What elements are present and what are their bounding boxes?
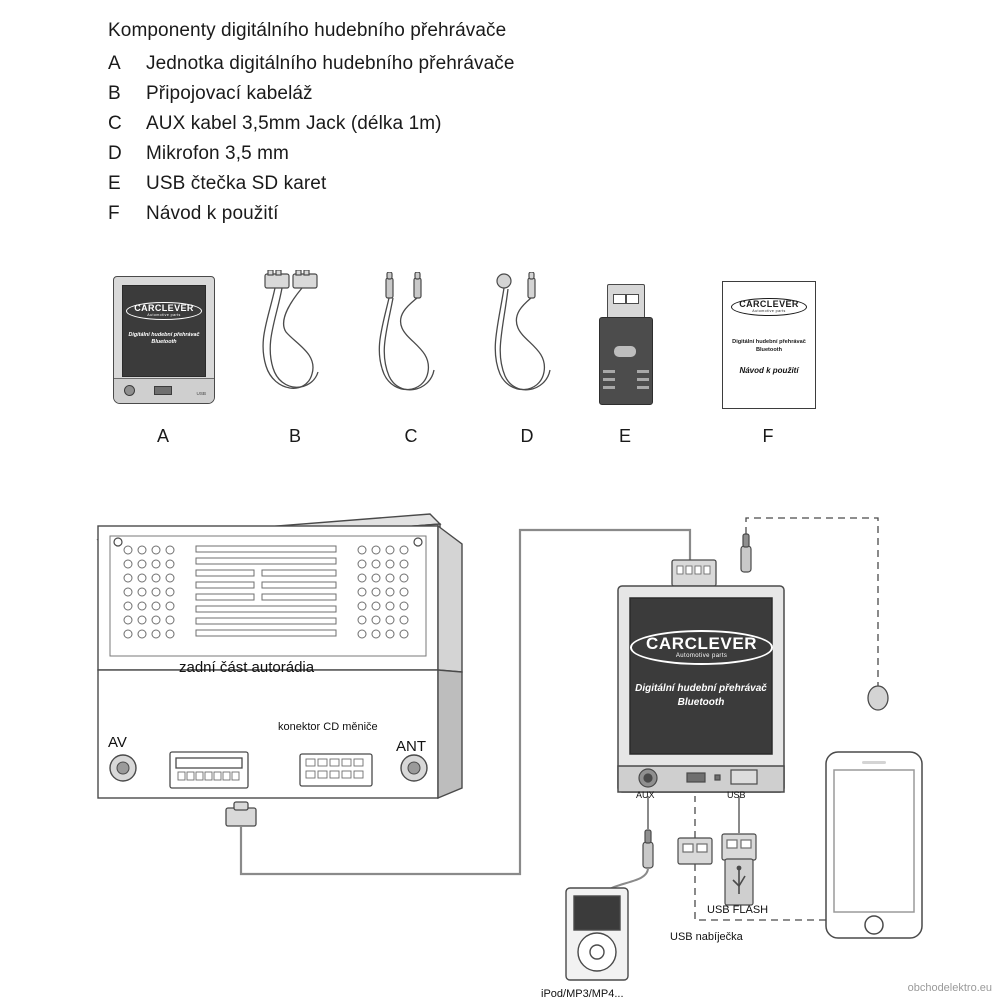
legend-key: D	[108, 143, 122, 164]
carclever-logo	[723, 298, 815, 317]
unit-front-panel	[122, 285, 206, 377]
usb-port-label: USB	[196, 391, 206, 396]
legend-label: USB čtečka SD karet	[146, 173, 327, 194]
legend-key: B	[108, 83, 121, 104]
usb-port-label: USB	[727, 790, 746, 800]
manual-caption-line1: Digitální hudební přehrávač	[732, 339, 806, 345]
watermark: obchodelektro.eu	[907, 982, 992, 994]
component-legend	[108, 18, 748, 229]
legend-label: Mikrofon 3,5 mm	[146, 143, 289, 164]
manual-title: Návod k použití	[739, 366, 799, 375]
unit-caption	[630, 682, 772, 710]
unit-logo-block	[630, 630, 772, 665]
part-d-microphone	[484, 272, 574, 412]
part-e-usb-sd-reader	[597, 284, 653, 404]
part-label-a: A	[156, 426, 169, 446]
unit-bottom-bar	[114, 378, 214, 403]
legend-key: F	[108, 203, 120, 224]
legend-label: AUX kabel 3,5mm Jack (délka 1m)	[146, 113, 442, 134]
unit-caption-line1: Digitální hudební přehrávač	[128, 332, 200, 338]
legend-key: E	[108, 173, 121, 194]
reader-body	[599, 317, 653, 405]
legend-item-f	[108, 199, 748, 229]
usb-charger-label: USB nabíječka	[670, 931, 743, 943]
brand-tagline: Automotive parts	[675, 652, 728, 659]
unit-caption	[123, 332, 205, 346]
carclever-logo	[123, 302, 205, 321]
legend-key: C	[108, 113, 122, 134]
brand-name: CARCLEVER	[134, 303, 194, 313]
unit-caption-line2: Bluetooth	[677, 697, 725, 708]
part-label-e: E	[618, 426, 631, 446]
legend-label: Návod k použití	[146, 203, 279, 224]
brand-tagline: Automotive parts	[752, 308, 786, 313]
legend-key: A	[108, 53, 121, 74]
manual-caption	[723, 338, 815, 354]
legend-label: Připojovací kabeláž	[146, 83, 313, 104]
unit-caption-line2: Bluetooth	[151, 339, 177, 345]
legend-item-e	[108, 169, 748, 199]
av-label: AV	[108, 734, 127, 751]
usb-plug-icon	[607, 284, 645, 320]
legend-item-c	[108, 109, 748, 139]
usb-port-icon	[154, 386, 172, 395]
wiring-diagram	[0, 470, 1000, 1000]
legend-item-d	[108, 139, 748, 169]
wiring-diagram-svg	[0, 470, 1000, 1000]
parts-row	[0, 262, 1000, 462]
ipod-label: iPod/MP3/MP4...	[541, 988, 624, 1000]
aux-jack-icon	[124, 385, 135, 396]
cd-changer-connector-label: konektor CD měniče	[278, 721, 378, 733]
part-label-c: C	[404, 426, 418, 446]
unit-caption-line1: Digitální hudební přehrávač	[635, 683, 767, 694]
ant-label: ANT	[396, 738, 426, 755]
part-f-manual	[722, 281, 816, 409]
usb-flash-label: USB FLASH	[707, 904, 769, 916]
legend-item-b	[108, 79, 748, 109]
manual-caption-line2: Bluetooth	[755, 347, 783, 353]
part-label-f: F	[762, 426, 774, 446]
page-title: Komponenty digitálního hudebního přehrávače	[108, 20, 507, 41]
brand-name: CARCLEVER	[646, 634, 758, 653]
aux-port-label: AUX	[636, 790, 655, 800]
legend-item-a	[108, 49, 748, 79]
part-a-player-unit	[113, 276, 215, 404]
part-c-aux-cable	[368, 272, 458, 412]
brand-name: CARCLEVER	[739, 299, 799, 309]
brand-tagline: Automotive parts	[147, 312, 181, 317]
part-label-b: B	[288, 426, 301, 446]
radio-rear-label: zadní část autorádia	[179, 659, 315, 676]
part-b-wiring-harness	[252, 270, 348, 410]
legend-label: Jednotka digitálního hudebního přehrávače	[146, 53, 515, 74]
part-label-d: D	[520, 426, 534, 446]
